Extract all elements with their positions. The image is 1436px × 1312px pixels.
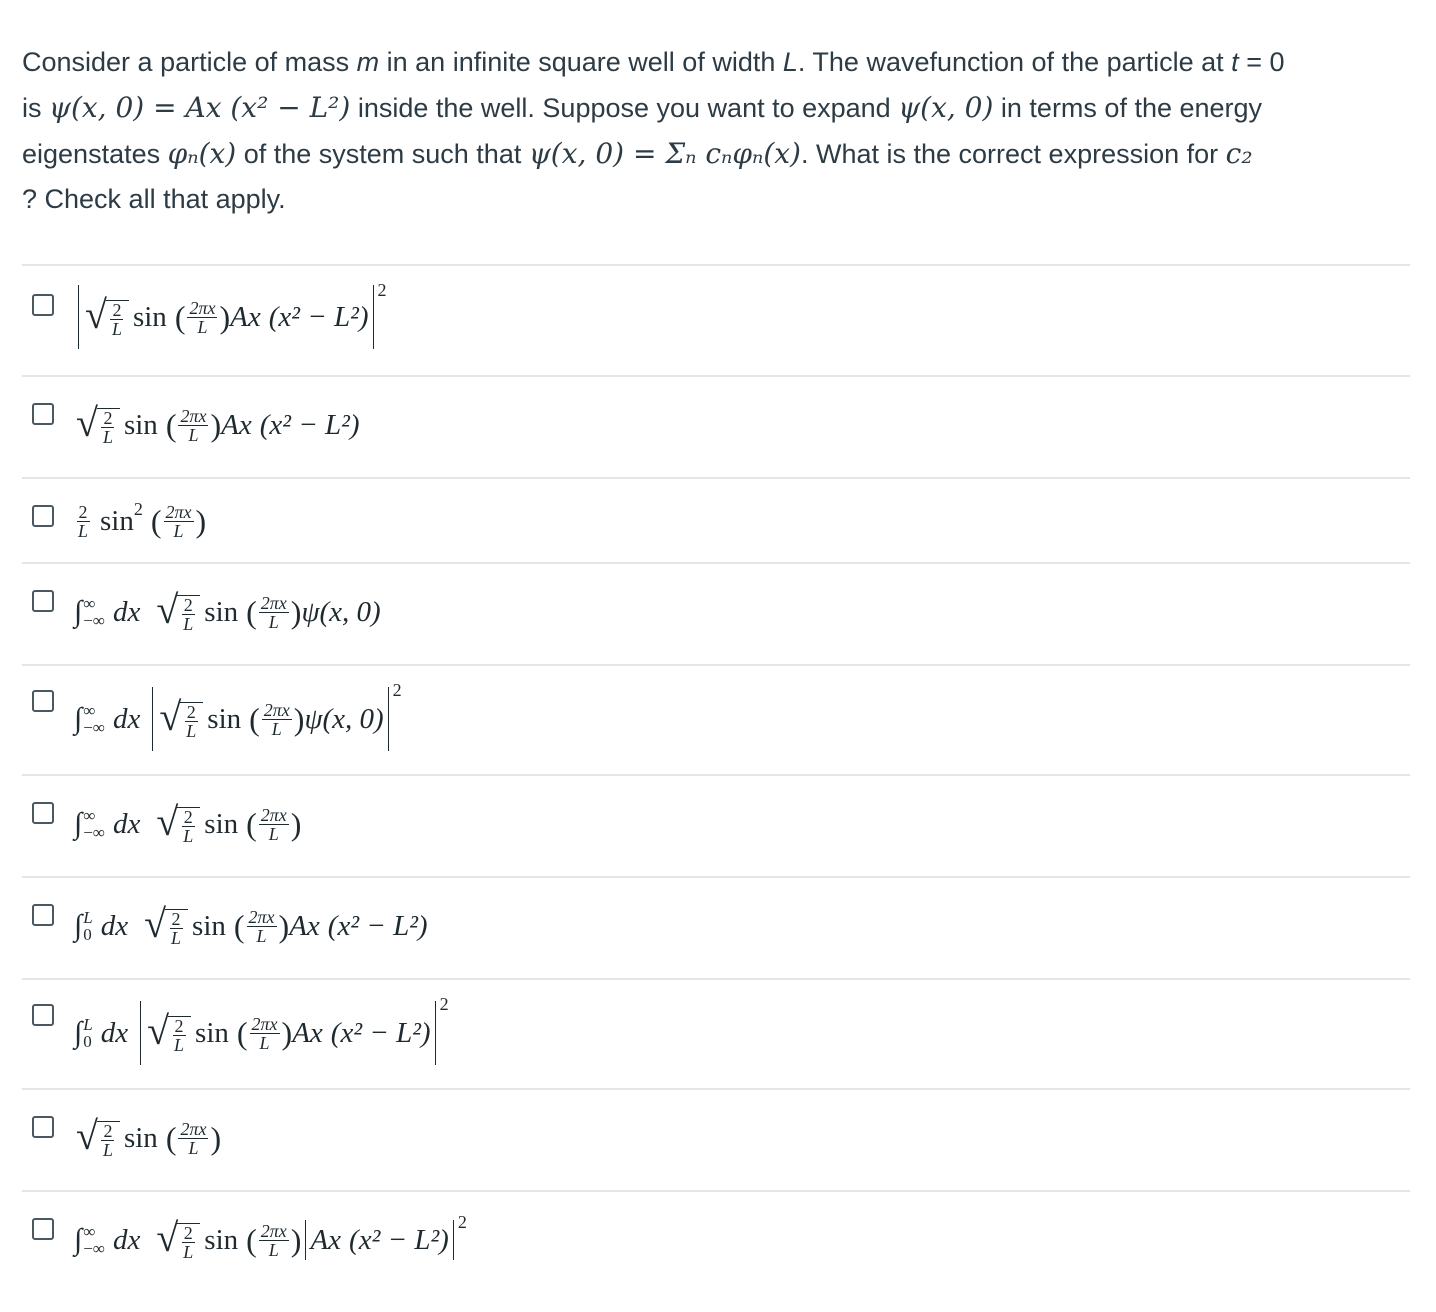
sin-fn: sin xyxy=(132,300,167,333)
question-text-segment: in an infinite square well of width xyxy=(379,47,783,77)
sqrt: √ $\frac{2}{L}$ xyxy=(144,905,188,947)
integral-sign: ∫ xyxy=(74,1223,83,1256)
frac-den: L xyxy=(268,1239,279,1260)
abs-bar xyxy=(435,1001,436,1065)
sqrt: √ $\frac{2}{L}$ xyxy=(159,698,203,740)
upper-limit: L xyxy=(83,908,93,927)
lower-limit: 0 xyxy=(83,1032,92,1051)
answer-formula-5: ∫ ∞ −∞ dx √ $\frac{2}{L}$ sin ( $\frac{2\pi x}{L}$ ) ψ(x, 0) 2 xyxy=(74,684,402,754)
frac-den: L xyxy=(102,427,113,447)
sqrt: √ $\frac{2}{L}$ xyxy=(85,296,129,338)
math-Ax: Ax xyxy=(221,408,252,441)
question-text-segment: in terms of the energy xyxy=(993,93,1263,123)
exponent-2: 2 xyxy=(392,680,402,700)
frac-den: L xyxy=(183,1242,194,1262)
frac-den: L xyxy=(271,718,282,739)
question-var-m: m xyxy=(356,47,380,77)
question-text-segment: . What is the correct expression for xyxy=(800,139,1226,169)
answer-formula-1: √ $\frac{2}{L}$ sin ( $\frac{2\pi x}{L}$ ) Ax (x² − L²) 2 xyxy=(74,282,387,352)
math-Ax: Ax xyxy=(292,1016,323,1049)
sin-fn: sin xyxy=(204,595,239,628)
answer-checkbox-8[interactable] xyxy=(32,1004,54,1026)
integral-sign: ∫ xyxy=(74,1016,83,1049)
math-Ax: Ax xyxy=(289,909,320,942)
answer-checkbox-10[interactable] xyxy=(32,1218,54,1240)
math-x2-minus-L2: (x² − L²) xyxy=(259,408,360,441)
answer-checkbox-1[interactable] xyxy=(32,294,54,316)
frac-num: 2 xyxy=(186,702,196,722)
sin-fn: sin xyxy=(204,807,239,840)
frac-num: 2πx xyxy=(180,1118,207,1139)
upper-limit: L xyxy=(83,1015,93,1034)
lower-limit: −∞ xyxy=(83,1239,105,1258)
integral-sign: ∫ xyxy=(74,595,83,628)
abs-bar xyxy=(388,687,389,751)
lower-limit: −∞ xyxy=(83,611,105,630)
frac-den: L xyxy=(268,823,279,844)
answer-option-2[interactable] xyxy=(22,375,1410,477)
math-psi: ψ(x, 0) xyxy=(304,702,384,735)
math-dx: dx xyxy=(112,1223,141,1256)
answer-checkbox-3[interactable] xyxy=(32,505,54,527)
frac-den: L xyxy=(188,1137,199,1158)
sqrt: √ $\frac{2}{L}$ xyxy=(156,803,200,845)
frac-num: 2πx xyxy=(180,405,207,426)
answer-option-4[interactable] xyxy=(22,562,1410,664)
math-x2-minus-L2: (x² − L²) xyxy=(327,909,428,942)
sin-fn: sin xyxy=(195,1016,229,1049)
lower-limit: 0 xyxy=(83,925,92,944)
frac-den: L xyxy=(183,826,194,846)
math-psi: ψ(x, 0) xyxy=(301,595,381,628)
lower-limit: −∞ xyxy=(83,718,105,737)
question-text-segment: = 0 xyxy=(1238,47,1285,77)
frac-den: L xyxy=(188,424,199,445)
question-text xyxy=(22,40,1412,222)
integral-sign: ∫ xyxy=(74,702,83,735)
question-line-4: ? Check all that apply. xyxy=(22,184,286,214)
frac-den: L xyxy=(171,928,182,948)
math-dx: dx xyxy=(112,702,141,735)
frac-num: 2 xyxy=(103,408,113,428)
math-dx: dx xyxy=(112,595,141,628)
math-Ax: Ax xyxy=(310,1223,342,1256)
answer-checkbox-9[interactable] xyxy=(32,1116,54,1138)
frac-num: 2πx xyxy=(263,699,290,720)
sqrt: √ $\frac{2}{L}$ xyxy=(76,1117,120,1159)
sqrt: √ $\frac{2}{L}$ xyxy=(76,404,120,446)
question-text-segment: . The wavefunction of the particle at xyxy=(797,47,1232,77)
sqrt: √ $\frac{2}{L}$ xyxy=(156,1219,200,1261)
question-text-segment: eigenstates xyxy=(22,139,168,169)
frac-den: L xyxy=(102,1140,113,1160)
math-Ax: Ax xyxy=(230,300,261,333)
question-var-t: t xyxy=(1231,47,1239,77)
integral-sign: ∫ xyxy=(74,807,83,840)
question-text-segment: Consider a particle of mass xyxy=(22,47,357,77)
frac-den: L xyxy=(186,721,197,741)
frac-den: L xyxy=(268,611,279,632)
upper-limit: ∞ xyxy=(83,1222,96,1241)
abs-bar xyxy=(78,285,79,349)
sqrt: √ $\frac{2}{L}$ xyxy=(147,1012,191,1054)
frac-den: L xyxy=(173,520,184,541)
sin-fn: sin xyxy=(123,1121,158,1154)
frac-num: 2 xyxy=(112,300,122,320)
question-math-eigenstates: φₙ(x) xyxy=(167,137,237,170)
sin-fn: sin xyxy=(207,702,242,735)
answer-option-3[interactable] xyxy=(22,477,1410,562)
answer-formula-6: ∫ ∞ −∞ dx √ $\frac{2}{L}$ sin ( $\frac{2\pi x}{L}$ ) xyxy=(74,799,302,846)
answer-checkbox-6[interactable] xyxy=(32,802,54,824)
frac-den: L xyxy=(174,1035,185,1055)
question-line-2 xyxy=(22,85,1412,131)
frac-den: L xyxy=(183,614,194,634)
math-x2-minus-L2: (x² − L²) xyxy=(330,1016,431,1049)
math-dx: dx xyxy=(112,807,141,840)
abs-bar xyxy=(152,687,153,751)
answer-option-1[interactable] xyxy=(22,264,1410,375)
answer-formula-10: ∫ ∞ −∞ dx √ $\frac{2}{L}$ sin ( $\frac{2\pi x}{L}$ ) Ax (x² − L²) 2 xyxy=(74,1212,467,1262)
sin-fn: sin xyxy=(123,408,158,441)
question-math-psi: ψ(x, 0) xyxy=(898,91,994,124)
math-x2-minus-L2: (x² − L²) xyxy=(349,1223,449,1256)
frac-num: 2 xyxy=(171,909,181,929)
math-dx: dx xyxy=(100,909,129,942)
frac-num: 2 xyxy=(103,1121,113,1141)
abs-bar xyxy=(453,1220,454,1260)
frac-num: 2πx xyxy=(260,1220,287,1241)
upper-limit: ∞ xyxy=(83,806,96,825)
frac-num: 2πx xyxy=(248,906,275,927)
frac-den: L xyxy=(197,316,208,337)
lower-limit: −∞ xyxy=(83,823,105,842)
question-text-segment: inside the well. Suppose you want to expand xyxy=(350,93,899,123)
sin-fn: sin xyxy=(204,1223,239,1256)
frac-num: 2πx xyxy=(165,501,192,522)
answer-formula-2: √ $\frac{2}{L}$ sin ( $\frac{2\pi x}{L}$ ) Ax (x² − L²) xyxy=(76,400,360,447)
frac-num: 2 xyxy=(78,501,88,522)
answer-option-7[interactable] xyxy=(22,876,1410,978)
answer-checkbox-2[interactable] xyxy=(32,403,54,425)
question-math-wavefunction: ψ(x, 0) = Ax (x² − L²) xyxy=(49,91,351,124)
exponent-2: 2 xyxy=(457,1212,467,1232)
abs-bar xyxy=(305,1220,306,1260)
frac-num: 2 xyxy=(183,1223,193,1243)
frac-num: 2πx xyxy=(251,1013,278,1034)
frac-num: 2πx xyxy=(189,297,216,318)
sin-fn: sin xyxy=(192,909,226,942)
answer-formula-7: ∫ L 0 dx √ $\frac{2}{L}$ sin ( $\frac{2\pi x}{L}$ ) Ax (x² − L²) xyxy=(74,901,428,948)
answer-formula-4: ∫ ∞ −∞ dx √ $\frac{2}{L}$ sin ( $\frac{2\pi x}{L}$ ) ψ(x, 0) xyxy=(74,587,381,634)
question-var-L: L xyxy=(782,47,798,77)
question-line-3 xyxy=(22,131,1412,177)
frac-num: 2 xyxy=(183,595,193,615)
question-text-segment: is xyxy=(22,93,49,123)
question-math-c2: c₂ xyxy=(1225,137,1253,170)
math-dx: dx xyxy=(100,1016,129,1049)
upper-limit: ∞ xyxy=(83,701,96,720)
math-x2-minus-L2: (x² − L²) xyxy=(268,300,369,333)
answer-option-5[interactable] xyxy=(22,664,1410,774)
sqrt: √ $\frac{2}{L}$ xyxy=(156,591,200,633)
answer-option-9[interactable] xyxy=(22,1088,1410,1190)
frac-den: L xyxy=(111,319,122,339)
frac-num: 2πx xyxy=(260,804,287,825)
question-math-expansion: ψ(x, 0) = Σₙ cₙφₙ(x) xyxy=(528,137,801,170)
abs-bar xyxy=(373,285,374,349)
abs-bar xyxy=(140,1001,141,1065)
frac-num: 2 xyxy=(174,1016,184,1036)
answer-option-8[interactable] xyxy=(22,978,1410,1088)
frac-den: L xyxy=(256,925,267,946)
sin-fn: sin xyxy=(100,504,134,537)
frac-num: 2 xyxy=(183,807,193,827)
answer-checkbox-4[interactable] xyxy=(32,590,54,612)
upper-limit: ∞ xyxy=(83,594,96,613)
answer-formula-9: √ $\frac{2}{L}$ sin ( $\frac{2\pi x}{L}$ ) xyxy=(76,1113,222,1160)
exponent-2: 2 xyxy=(439,994,449,1014)
answer-option-10[interactable] xyxy=(22,1190,1410,1290)
exponent-2: 2 xyxy=(377,280,387,300)
question-text-segment: of the system such that xyxy=(236,139,529,169)
answer-options xyxy=(22,264,1410,1290)
exponent-2: 2 xyxy=(133,499,143,519)
frac-num: 2πx xyxy=(260,592,287,613)
answer-checkbox-5[interactable] xyxy=(32,690,54,712)
answer-formula-8: ∫ L 0 dx √ $\frac{2}{L}$ sin ( $\frac{2\pi x}{L}$ ) Ax (x² − L²) 2 xyxy=(74,998,449,1068)
integral-sign: ∫ xyxy=(74,909,83,942)
frac-den: L xyxy=(78,520,89,541)
question-line-1 xyxy=(22,40,1412,85)
answer-checkbox-7[interactable] xyxy=(32,904,54,926)
frac-den: L xyxy=(259,1032,270,1053)
answer-option-6[interactable] xyxy=(22,774,1410,876)
answer-formula-3: $\frac{2}{L}$ sin 2 ( $\frac{2\pi x}{L}$ ) xyxy=(78,499,207,541)
